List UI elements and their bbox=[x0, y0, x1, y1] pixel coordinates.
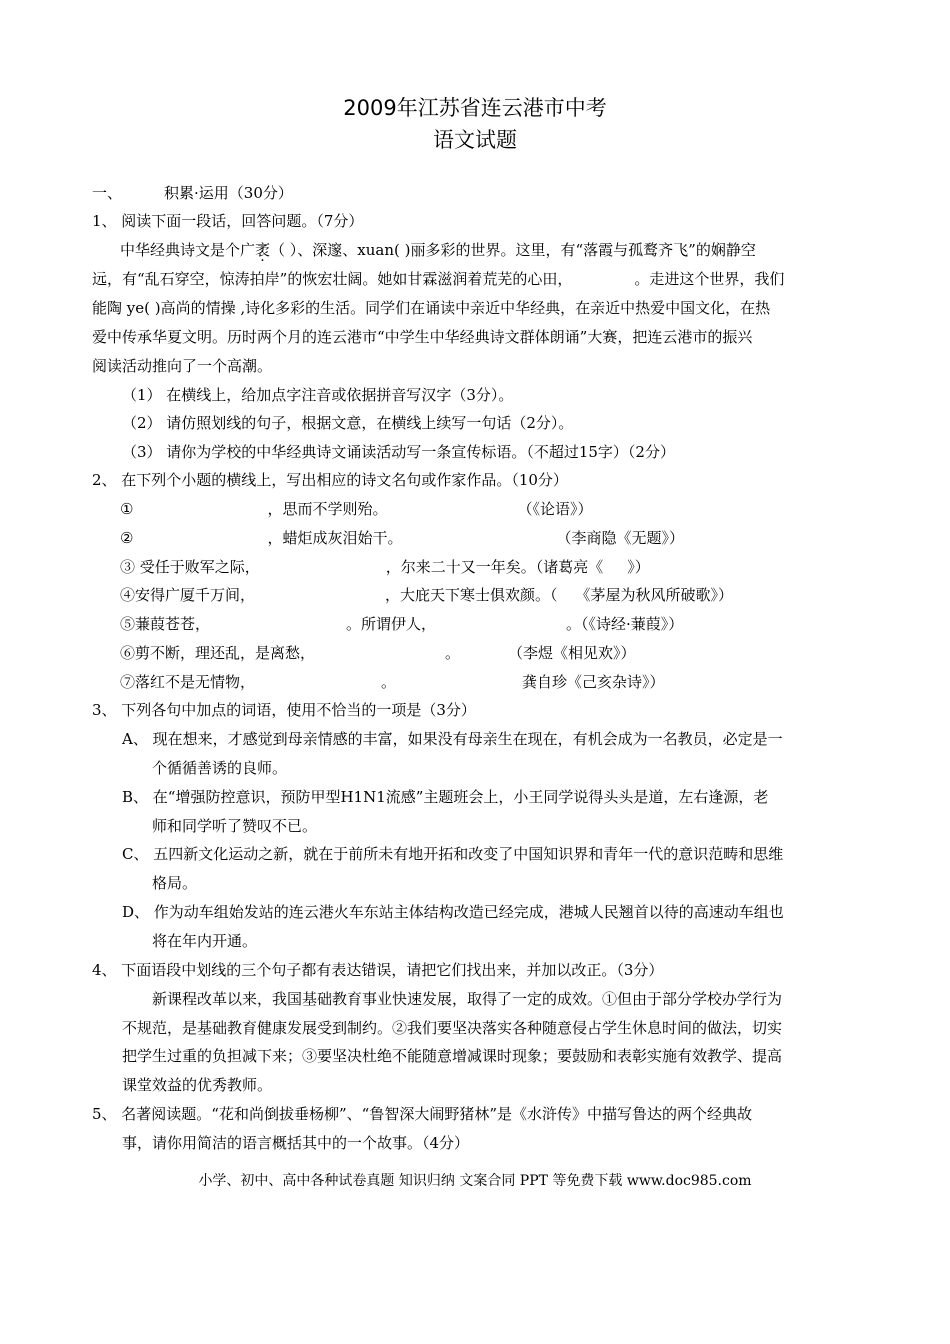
q3-heading: 3、 下列各句中加点的词语，使用不恰当的一项是（3分） bbox=[92, 701, 476, 719]
q1-passage-line: 能陶 ye( )高尚的情操 ,诗化多彩的生活。同学们在诵读中亲近中华经典，在亲近中热爱中国文化，在热 bbox=[92, 299, 771, 317]
q3-option-c: C、 五四新文化运动之新，就在于前所未有地开拓和改变了中国知识界和青年一代的意识范畴和思维 bbox=[122, 845, 784, 863]
q1-passage-line bbox=[120, 240, 756, 260]
section-heading bbox=[92, 183, 293, 203]
q2-item bbox=[120, 585, 733, 605]
q2-item-source: 。（《诗经·蒹葭》） bbox=[566, 615, 684, 633]
q2-item-part: ⑥剪不断，理还乱，是离愁， bbox=[120, 644, 316, 662]
q2-item-source: 《茅屋为秋风所破歌》） bbox=[575, 586, 734, 604]
q3-option-a: A、 现在想来，才感觉到母亲情感的丰富，如果没有母亲生在现在，有机会成为一名教员，必定是一 bbox=[122, 730, 783, 748]
q2-item bbox=[120, 672, 665, 692]
q2-item-part: ⑦落红不是无情物， bbox=[120, 673, 256, 691]
q2-item-source: （《论语》） bbox=[517, 500, 593, 518]
q2-heading: 2、 在下列个小题的横线上，写出相应的诗文名句或作家作品。（10分） bbox=[92, 471, 568, 489]
q2-item bbox=[120, 499, 592, 519]
q2-item bbox=[120, 557, 650, 577]
q1-passage-text: 。走进这个世界，我们 bbox=[634, 270, 785, 288]
q3-option-b-cont: 师和同学听了赞叹不已。 bbox=[152, 817, 318, 835]
q1-passage-text: （ ）、深邃、xuan( )丽多彩的世界。这里，有“落霞与孤鹜齐飞”的娴静空 bbox=[270, 241, 756, 259]
q4-passage-line: 不规范，是基础教育健康发展受到制约。②我们要坚决落实各种随意侵占学生休息时间的做法，切实 bbox=[122, 1019, 783, 1037]
q2-item-source: 》） bbox=[627, 558, 650, 576]
section-title: 积累·运用（30分） bbox=[164, 184, 293, 202]
q1-dotted-char: 袤 bbox=[255, 241, 271, 259]
q2-item-part: ③ 受任于败军之际， bbox=[120, 558, 260, 576]
q2-item bbox=[120, 614, 683, 634]
q4-passage-line: 把学生过重的负担减下来；③要坚决杜绝不能随意增减课时现象；要鼓励和表彰实施有效教学、提高 bbox=[122, 1047, 783, 1065]
q2-item-part: 。所谓伊人， bbox=[346, 615, 437, 633]
q2-item-part: 。 bbox=[381, 673, 397, 691]
q2-item-part: ⑤蒹葭苍苍， bbox=[120, 615, 211, 633]
q4-passage-line: 课堂效益的优秀教师。 bbox=[122, 1076, 273, 1094]
q4-passage-line: 新课程改革以来，我国基础教育事业快速发展，取得了一定的成效。①但由于部分学校办学行为 bbox=[152, 990, 783, 1008]
section-number: 一、 bbox=[92, 184, 123, 202]
q1-heading: 1、 阅读下面一段话，回答问题。（7分） bbox=[92, 212, 364, 230]
q1-passage-line bbox=[92, 269, 784, 289]
q2-item-part: ④安得广厦千万间， bbox=[120, 586, 256, 604]
q2-item-part: ，尔来二十又一年矣。（诸葛亮《 bbox=[385, 558, 604, 576]
q3-option-c-cont: 格局。 bbox=[152, 874, 198, 892]
q5-heading: 5、 名著阅读题。“花和尚倒拔垂杨柳”、“鲁智深大闹野猪林”是《水浒传》中描写鲁达的两个经典故 bbox=[92, 1105, 752, 1123]
q2-item-part: 。 bbox=[445, 644, 461, 662]
q3-option-a-cont: 个循循善诱的良师。 bbox=[152, 759, 288, 777]
q2-item-part: ，蜡炬成灰泪始干。 bbox=[267, 529, 403, 547]
q2-item-source: （李煜《相见欢》） bbox=[508, 644, 636, 662]
q2-item bbox=[120, 528, 684, 548]
q1-passage-line: 阅读活动推向了一个高潮。 bbox=[92, 357, 273, 375]
q1-passage-text: 中华经典诗文是个广 bbox=[120, 241, 256, 259]
q3-option-d: D、 作为动车组始发站的连云港火车东站主体结构改造已经完成，港城人民翘首以待的高速动车组也 bbox=[122, 903, 784, 921]
q2-item-source: 龚自珍《己亥杂诗》） bbox=[522, 673, 665, 691]
q2-item bbox=[120, 643, 636, 663]
footer-note: 小学、初中、高中各种试卷真题 知识归纳 文案合同 PPT 等免费下载 www.doc985.com bbox=[198, 1173, 752, 1189]
q1-subquestion: （1） 在横线上，给加点字注音或依据拼音写汉字（3分）。 bbox=[122, 386, 514, 404]
q3-option-b: B、 在“增强防控意识，预防甲型H1N1流感”主题班会上，小王同学说得头头是道，左右逢源，老 bbox=[122, 788, 769, 806]
q1-passage-text: 远，有“乱石穿空，惊涛拍岸”的恢宏壮阔。她如甘霖滋润着荒芜的心田， bbox=[92, 270, 573, 288]
q3-option-d-cont: 将在年内开通。 bbox=[152, 932, 258, 950]
q2-item-part: ，思而不学则殆。 bbox=[267, 500, 388, 518]
q2-item-part: ① bbox=[120, 500, 134, 518]
q2-item-part: ，大庇天下寒士俱欢颜。（ bbox=[385, 586, 558, 604]
exam-subtitle: 语文试题 bbox=[433, 128, 517, 152]
q4-heading: 4、 下面语段中划线的三个句子都有表达错误，请把它们找出来，并加以改正。（3分） bbox=[92, 961, 664, 979]
q1-subquestion: （3） 请你为学校的中华经典诗文诵读活动写一条宣传标语。（不超过15字）（2分） bbox=[122, 443, 675, 461]
q1-subquestion: （2） 请仿照划线的句子，根据文意，在横线上续写一句话（2分）。 bbox=[122, 414, 574, 432]
q1-passage-line: 爱中传承华夏文明。历时两个月的连云港市“中学生中华经典诗文群体朗诵”大赛，把连云港市的振兴 bbox=[92, 328, 753, 346]
q2-item-part: ② bbox=[120, 529, 134, 547]
q2-item-source: （李商隐《无题》） bbox=[556, 529, 684, 547]
q5-heading-cont: 事，请你用简洁的语言概括其中的一个故事。（4分） bbox=[122, 1134, 470, 1152]
exam-title: 2009年江苏省连云港市中考 bbox=[343, 96, 607, 120]
